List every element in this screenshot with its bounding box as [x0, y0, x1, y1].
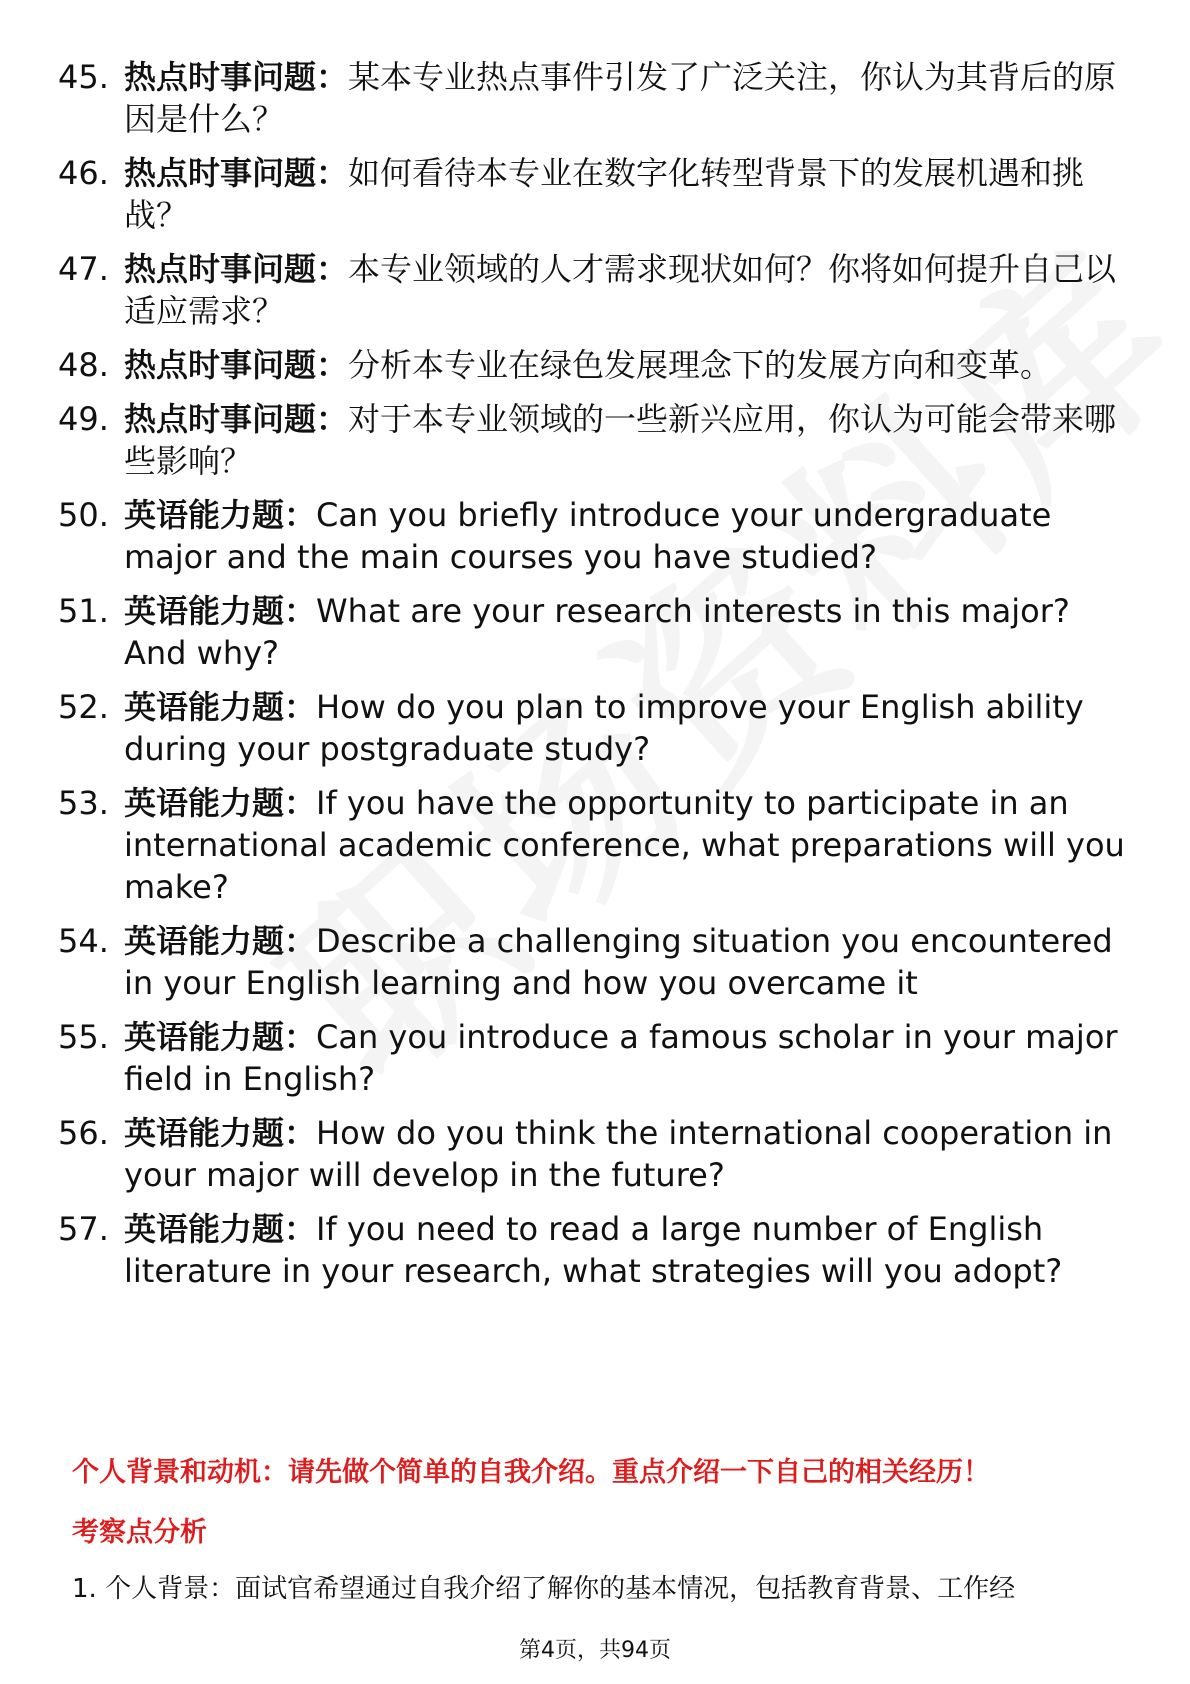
question-number: 51. — [58, 592, 109, 630]
question-text: 对于本专业领域的一些新兴应用，你认为可能会带来哪些影响？ — [124, 400, 1117, 480]
question-category: 热点时事问题： — [124, 250, 349, 288]
question-number: 49. — [58, 400, 109, 438]
question-number: 46. — [58, 154, 109, 192]
question-text: If you have the opportunity to participate in an international academic conference, what preparations will you make? — [124, 784, 1125, 906]
question-item — [58, 56, 1138, 140]
question-category: 英语能力题： — [124, 1114, 317, 1152]
question-text: If you need to read a large number of English literature in your research, what strategies will you adopt? — [124, 1210, 1063, 1290]
question-text: Can you introduce a famous scholar in your major field in English? — [124, 1018, 1118, 1098]
question-item — [58, 248, 1138, 332]
question-number: 55. — [58, 1018, 109, 1056]
question-number: 52. — [58, 688, 109, 726]
question-text: Can you briefly introduce your undergraduate major and the main courses you have studied? — [124, 496, 1052, 576]
question-number: 56. — [58, 1114, 109, 1152]
question-text: 本专业领域的人才需求现状如何？你将如何提升自己以适应需求？ — [124, 250, 1117, 330]
question-item — [58, 152, 1138, 236]
question-text: Describe a challenging situation you encountered in your English learning and how you overcame it — [124, 922, 1113, 1002]
question-category: 热点时事问题： — [124, 154, 349, 192]
question-text: How do you think the international cooperation in your major will develop in the future? — [124, 1114, 1113, 1194]
question-text: How do you plan to improve your English ability during your postgraduate study? — [124, 688, 1084, 768]
question-text: What are your research interests in this major? And why? — [124, 592, 1070, 672]
question-category: 热点时事问题： — [124, 58, 349, 96]
question-number: 45. — [58, 58, 109, 96]
question-text: 分析本专业在绿色发展理念下的发展方向和变革。 — [348, 346, 1053, 384]
question-item — [58, 920, 1138, 1004]
question-category: 英语能力题： — [124, 1210, 317, 1248]
question-category: 英语能力题： — [124, 688, 317, 726]
page-footer: 第4页，共94页 — [519, 1638, 671, 1663]
question-number: 48. — [58, 346, 109, 384]
question-item — [58, 344, 1138, 386]
question-number: 50. — [58, 496, 109, 534]
question-item — [58, 1208, 1138, 1292]
question-number: 53. — [58, 784, 109, 822]
question-item — [58, 1112, 1138, 1196]
question-category: 热点时事问题： — [124, 346, 349, 384]
featured-question-heading: 个人背景和动机：请先做个简单的自我介绍。重点介绍一下自己的相关经历！ — [72, 1457, 990, 1488]
question-item — [58, 1016, 1138, 1100]
question-category: 热点时事问题： — [124, 400, 349, 438]
analysis-heading: 考察点分析 — [72, 1517, 207, 1548]
question-category: 英语能力题： — [124, 1018, 317, 1056]
question-item — [58, 398, 1138, 482]
question-category: 英语能力题： — [124, 922, 317, 960]
question-list — [58, 56, 1138, 1304]
question-text: 如何看待本专业在数字化转型背景下的发展机遇和挑战？ — [124, 154, 1085, 234]
question-item — [58, 590, 1138, 674]
question-text: 某本专业热点事件引发了广泛关注，你认为其背后的原因是什么？ — [124, 58, 1117, 138]
question-category: 英语能力题： — [124, 496, 317, 534]
question-category: 英语能力题： — [124, 592, 317, 630]
analysis-item: 1. 个人背景：面试官希望通过自我介绍了解你的基本情况，包括教育背景、工作经 — [72, 1574, 1016, 1604]
question-number: 47. — [58, 250, 109, 288]
question-category: 英语能力题： — [124, 784, 317, 822]
question-item — [58, 686, 1138, 770]
question-item — [58, 494, 1138, 578]
question-number: 54. — [58, 922, 109, 960]
question-item — [58, 782, 1138, 908]
question-number: 57. — [58, 1210, 109, 1248]
